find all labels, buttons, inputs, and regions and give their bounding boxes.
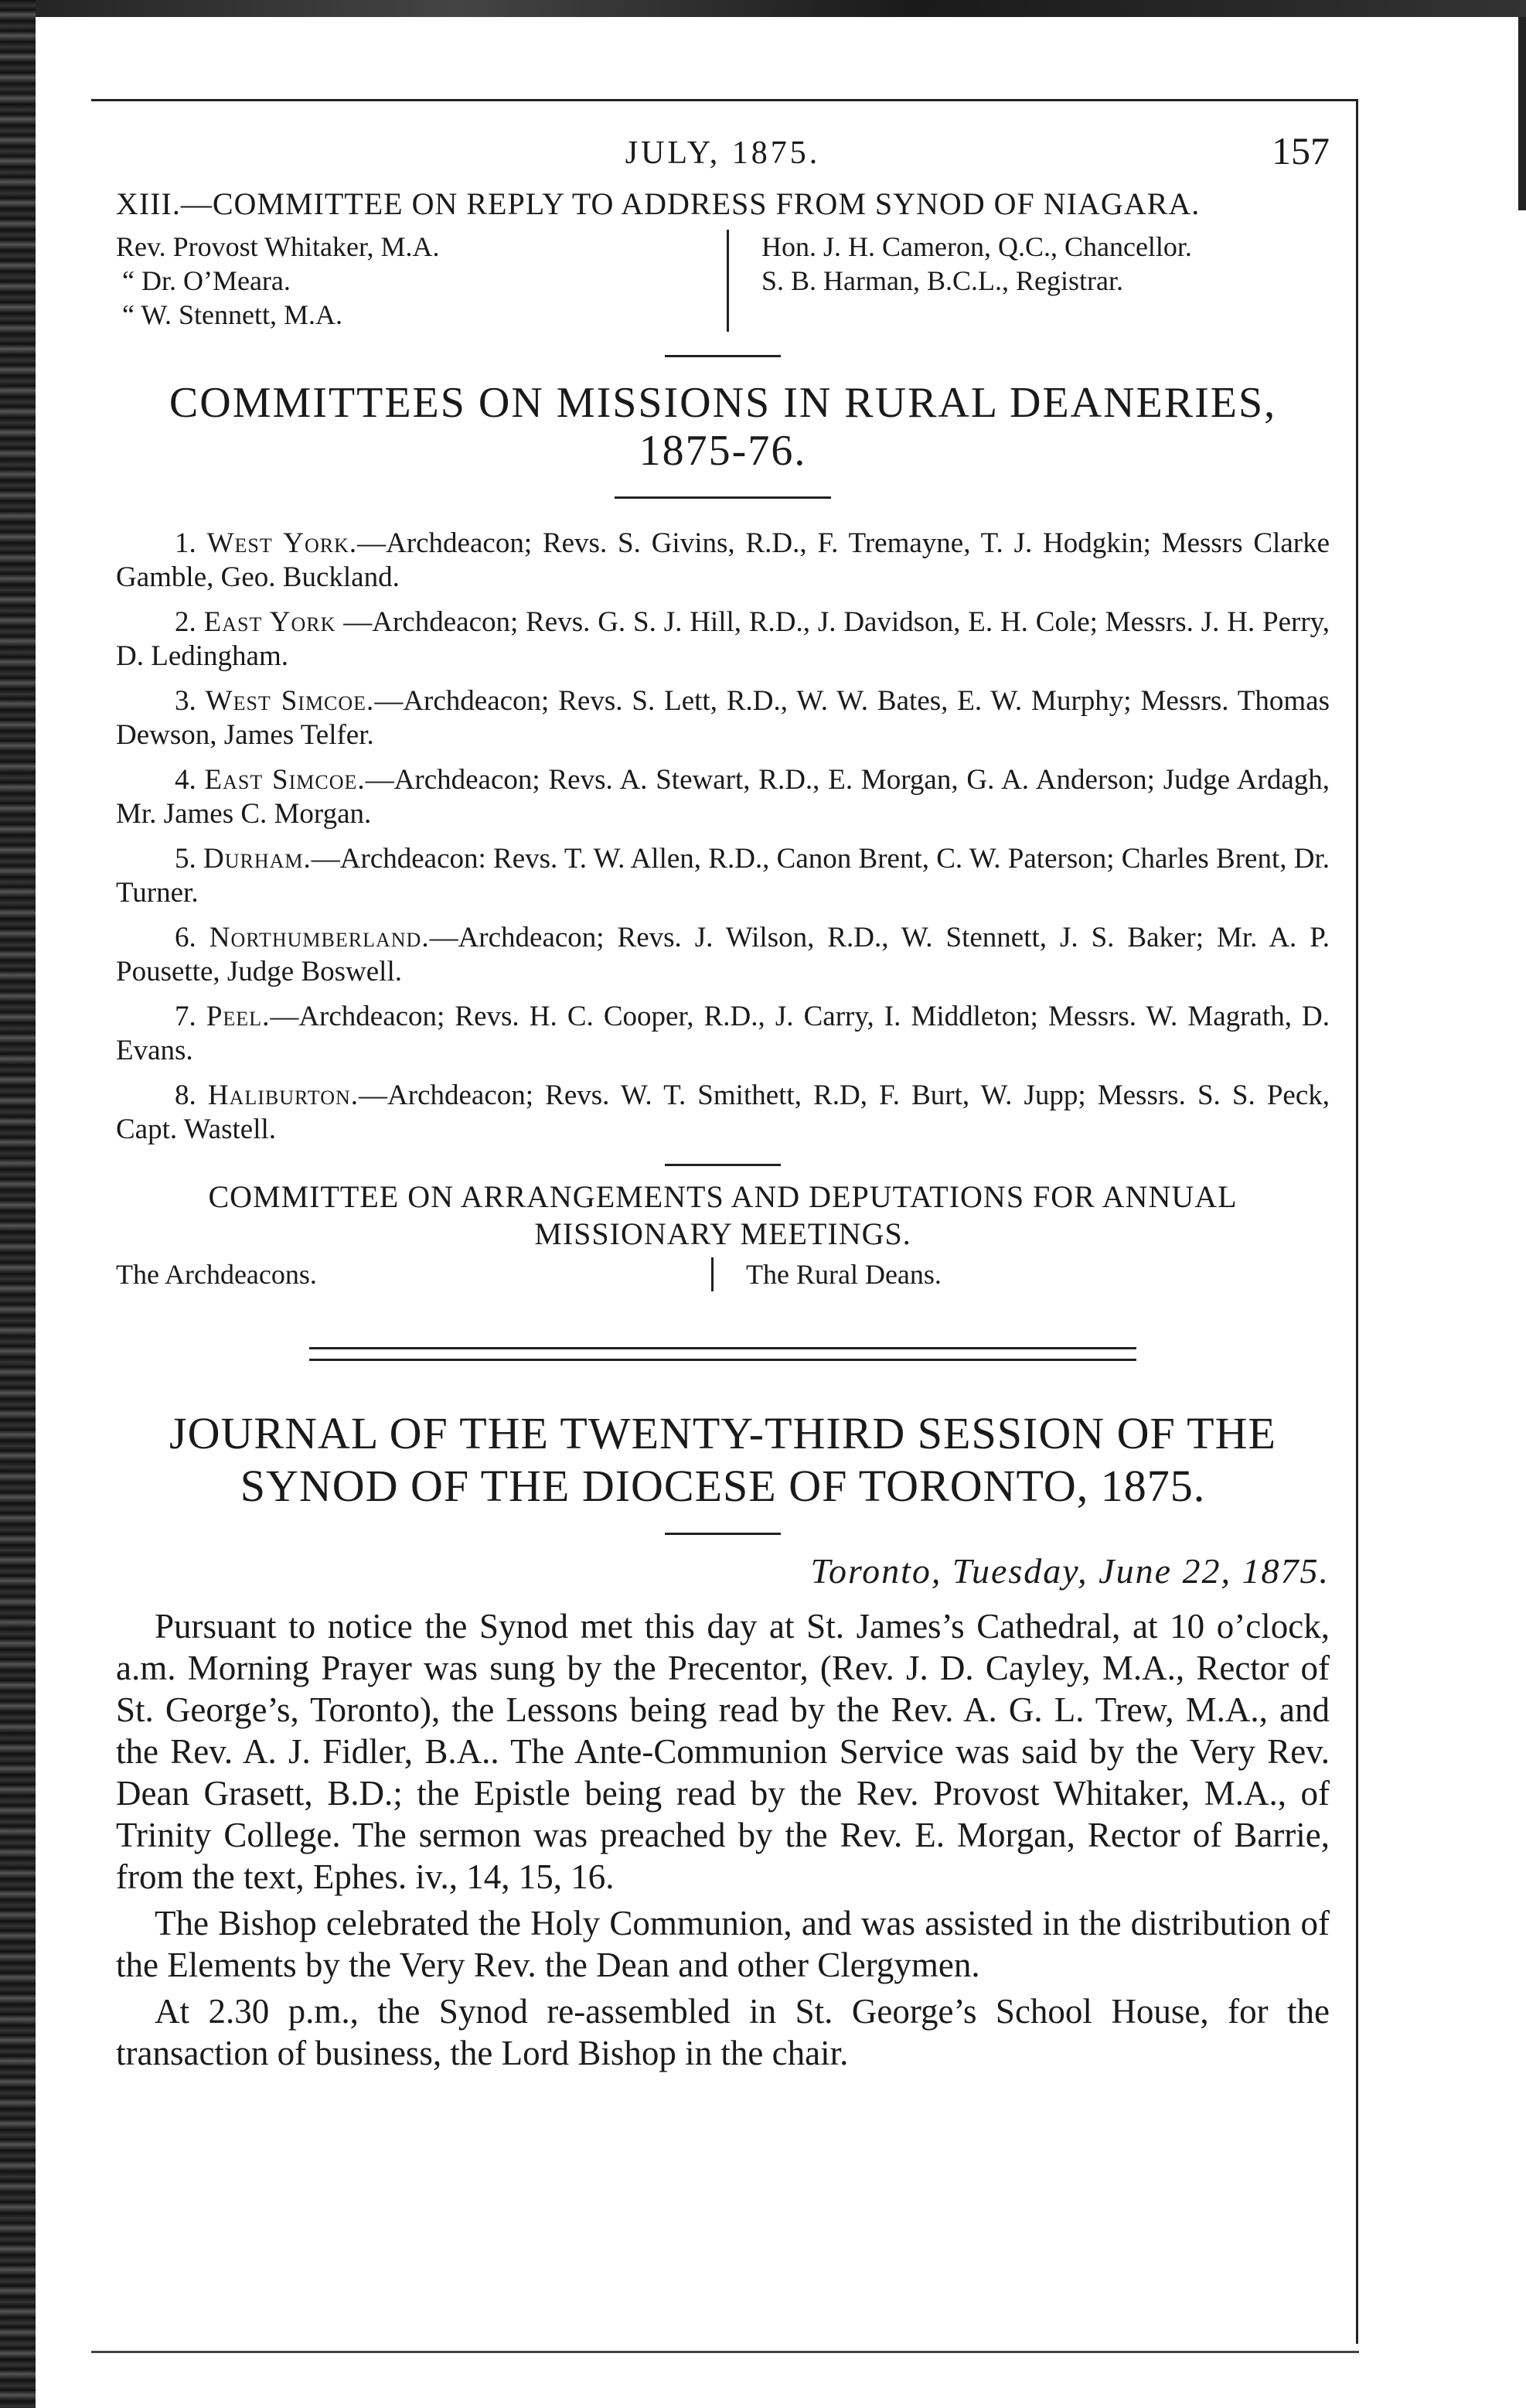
section-divider xyxy=(665,355,781,357)
arrangements-heading xyxy=(116,1178,1330,1253)
double-rule-divider xyxy=(309,1347,1136,1361)
deanery-list xyxy=(116,527,1330,1147)
entry-number: 7. xyxy=(175,1001,196,1032)
page-frame-bottom-rule xyxy=(91,2351,1359,2353)
scan-border-left xyxy=(0,0,36,2408)
deanery-entry xyxy=(116,605,1330,674)
deanery-entry xyxy=(116,921,1330,989)
entry-number: 3. xyxy=(175,685,196,717)
deanery-name: Durham. xyxy=(203,843,312,875)
deanery-members: —Archdeacon; Revs. S. Givins, R.D., F. Tremayne, T. J. Hodgkin; Messrs Clarke Gamble, Geo. Buckland. xyxy=(116,527,1330,593)
deanery-entry xyxy=(116,842,1330,910)
deanery-entry xyxy=(116,1000,1330,1068)
arrangements-heading-line: COMMITTEE ON ARRANGEMENTS AND DEPUTATIONS FOR ANNUAL xyxy=(208,1179,1238,1214)
journal-heading-line: JOURNAL OF THE TWENTY-THIRD SESSION OF THE xyxy=(169,1408,1276,1458)
member-line: Rev. Provost Whitaker, M.A. xyxy=(116,231,440,262)
dateline: Toronto, Tuesday, June 22, 1875. xyxy=(810,1551,1330,1591)
body-paragraph: At 2.30 p.m., the Synod re-assembled in St. George’s School House, for the transaction of business, the Lord Bishop in the chair. xyxy=(116,1992,1330,2072)
deanery-members: —Archdeacon; Revs. W. T. Smithett, R.D, F. Burt, W. Jupp; Messrs. S. S. Peck, Capt. Wastell. xyxy=(116,1080,1330,1145)
member-line: S. B. Harman, B.C.L., Registrar. xyxy=(761,265,1123,296)
arrangements-heading-line: MISSIONARY MEETINGS. xyxy=(534,1216,911,1251)
page-number: 157 xyxy=(1272,129,1330,172)
deanery-members: —Archdeacon; Revs. G. S. J. Hill, R.D., J. Davidson, E. H. Cole; Messrs. J. H. Perry, D. Ledingham. xyxy=(116,606,1330,672)
deanery-entry xyxy=(116,527,1330,595)
running-title: JULY, 1875. xyxy=(625,135,821,171)
deanery-entry xyxy=(116,1079,1330,1147)
committee-xiii-title: XIII.—COMMITTEE ON REPLY TO ADDRESS FROM SYNOD OF NIAGARA. xyxy=(116,186,1201,221)
deanery-name: West York. xyxy=(206,527,358,559)
missions-heading-year: 1875-76. xyxy=(639,427,807,475)
entry-number: 4. xyxy=(175,764,196,796)
deanery-name: Peel. xyxy=(206,1001,271,1032)
deanery-members: —Archdeacon; Revs. A. Stewart, R.D., E. Morgan, G. A. Anderson; Judge Ardagh, Mr. James C. Morgan. xyxy=(116,764,1330,830)
committee-xiii-members xyxy=(116,230,1330,332)
deanery-members: —Archdeacon; Revs. H. C. Cooper, R.D., J. Carry, I. Middleton; Messrs. W. Magrath, D. Evans. xyxy=(116,1001,1330,1066)
entry-number: 6. xyxy=(175,922,196,953)
committee-xiii-left-column xyxy=(116,230,729,332)
member-line: “ Dr. O’Meara. xyxy=(122,265,291,296)
deanery-members: —Archdeacon: Revs. T. W. Allen, R.D., Canon Brent, C. W. Paterson; Charles Brent, Dr. Turner. xyxy=(116,843,1330,909)
section-divider xyxy=(665,1533,781,1535)
entry-number: 1. xyxy=(175,527,196,559)
scan-border-top xyxy=(0,0,1526,17)
section-divider xyxy=(665,1164,781,1166)
deanery-members: —Archdeacon; Revs. S. Lett, R.D., W. W. Bates, E. W. Murphy; Messrs. Thomas Dewson, James Telfer. xyxy=(116,685,1330,751)
arrangements-members xyxy=(116,1257,1330,1291)
deanery-name: East Simcoe. xyxy=(204,764,366,796)
member-line: “ W. Stennett, M.A. xyxy=(122,299,342,330)
missions-heading xyxy=(116,379,1330,475)
entry-number: 8. xyxy=(175,1080,196,1111)
running-head xyxy=(116,124,1330,186)
deanery-name: East York xyxy=(203,606,336,638)
journal-heading xyxy=(116,1407,1330,1513)
body-paragraph: The Bishop celebrated the Holy Communion, and was assisted in the distribution of the Elements by the Very Rev. the Dean and other Clergymen. xyxy=(116,1904,1330,1984)
arrangements-left: The Archdeacons. xyxy=(116,1257,714,1291)
body-paragraph: Pursuant to notice the Synod met this day at St. James’s Cathedral, at 10 o’clock, a.m. Morning Prayer was sung by the Precentor, (Rev. J. D. Cayley, M.A., Rector of St. George’s, Toronto), the Lessons being read by the Rev. A. G. L. Trew, M.A., and the Rev. A. J. Fidler, B.A.. The Ante-Communion Service was said by the Very Rev. Dean Grasett, B.D.; the Epistle being read by the Rev. Provost Whitaker, M.A., of Trinity College. The sermon was preached by the Rev. E. Morgan, Rector of Barrie, from the text, Ephes. iv., 14, 15, 16. xyxy=(116,1607,1330,1896)
deanery-members: —Archdeacon; Revs. J. Wilson, R.D., W. Stennett, J. S. Baker; Mr. A. P. Pousette, Judge Boswell. xyxy=(116,922,1330,987)
deanery-name: Northumberland. xyxy=(209,922,430,953)
entry-number: 2. xyxy=(175,606,196,638)
missions-heading-line: COMMITTEES ON MISSIONS IN RURAL DEANERIES, xyxy=(169,379,1277,427)
page-content xyxy=(116,124,1330,2079)
journal-heading-line: SYNOD OF THE DIOCESE OF TORONTO, 1875. xyxy=(240,1461,1206,1511)
committee-xiii-right-column xyxy=(729,230,1192,332)
section-divider xyxy=(615,496,831,499)
scan-border-right xyxy=(1518,17,1526,210)
deanery-entry xyxy=(116,684,1330,752)
journal-body xyxy=(116,1605,1330,2074)
member-line: Hon. J. H. Cameron, Q.C., Chancellor. xyxy=(761,231,1192,262)
deanery-entry xyxy=(116,763,1330,831)
entry-number: 5. xyxy=(175,843,196,875)
arrangements-right: The Rural Deans. xyxy=(746,1259,942,1290)
deanery-name: Haliburton. xyxy=(207,1080,359,1111)
deanery-name: West Simcoe. xyxy=(205,685,375,717)
